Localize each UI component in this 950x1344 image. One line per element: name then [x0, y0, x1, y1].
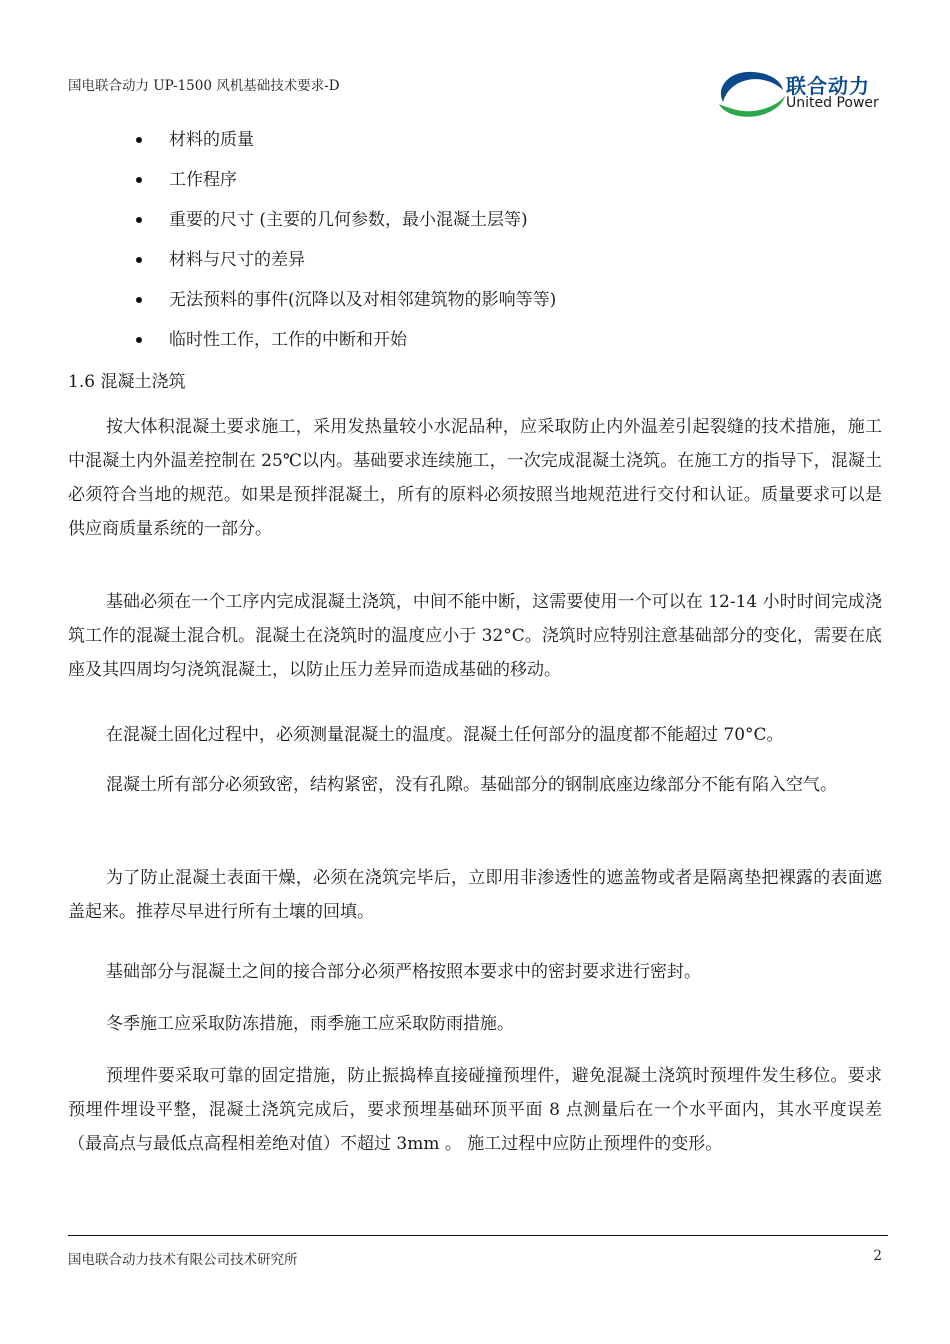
paragraph: 基础必须在一个工序内完成混凝土浇筑，中间不能中断，这需要使用一个可以在 12-14 小时时间完成浇筑工作的混凝土混合机。混凝土在浇筑时的温度应小于 32°C。浇筑时应特别注意基础部分的变化，需要在底座及其四周均匀浇筑混凝土，以防止压力差异而造成基础的移动。	[68, 592, 882, 680]
paragraph: 预埋件要采取可靠的固定措施，防止振捣棒直接碰撞预埋件，避免混凝土浇筑时预埋件发生移位。要求预埋件埋设平整，混凝土浇筑完成后，要求预埋基础环顶平面 8 点测量后在一个水平面内，其水平度误差（最高点与最低点高程相差绝对值）不超过 3mm 。 施工过程中应防止预埋件的变形。	[68, 1066, 882, 1154]
bullet-icon	[136, 297, 142, 303]
bullet-icon	[136, 337, 142, 343]
page-number: 2	[873, 1248, 882, 1264]
bullet-icon	[136, 217, 142, 223]
paragraph: 基础部分与混凝土之间的接合部分必须严格按照本要求中的密封要求进行密封。	[106, 962, 701, 982]
bullet-icon	[136, 177, 142, 183]
svg-text:UP: UP	[731, 82, 769, 110]
document-title: 国电联合动力 UP-1500 风机基础技术要求-D	[68, 78, 340, 94]
paragraph: 冬季施工应采取防冻措施，雨季施工应采取防雨措施。	[106, 1014, 514, 1034]
paragraph: 为了防止混凝土表面干燥，必须在浇筑完毕后，立即用非渗透性的遮盖物或者是隔离垫把裸露的表面遮盖起来。推荐尽早进行所有土壤的回填。	[68, 868, 882, 922]
logo-text-cn: 联合动力	[786, 74, 870, 98]
bullet-icon	[136, 257, 142, 263]
logo-text-en: United Power	[786, 95, 879, 111]
bullet-icon	[136, 137, 142, 143]
section-heading: 1.6 混凝土浇筑	[68, 372, 186, 392]
footer-organization: 国电联合动力技术有限公司技术研究所	[68, 1252, 298, 1268]
paragraph: 混凝土所有部分必须致密，结构紧密，没有孔隙。基础部分的钢制底座边缘部分不能有陷入空气。	[106, 775, 837, 795]
footer-divider	[68, 1235, 888, 1236]
paragraph: 按大体积混凝土要求施工，采用发热量较小水泥品种，应采取防止内外温差引起裂缝的技术措施，施工中混凝土内外温差控制在 25℃以内。基础要求连续施工，一次完成混凝土浇筑。在施工方的指导下，混凝土必须符合当地的规范。如果是预拌混凝土，所有的原料必须按照当地规范进行交付和认证。质量要求可以是供应商质量系统的一部分。	[68, 417, 882, 539]
paragraph: 在混凝土固化过程中，必须测量混凝土的温度。混凝土任何部分的温度都不能超过 70°C。	[106, 725, 784, 745]
